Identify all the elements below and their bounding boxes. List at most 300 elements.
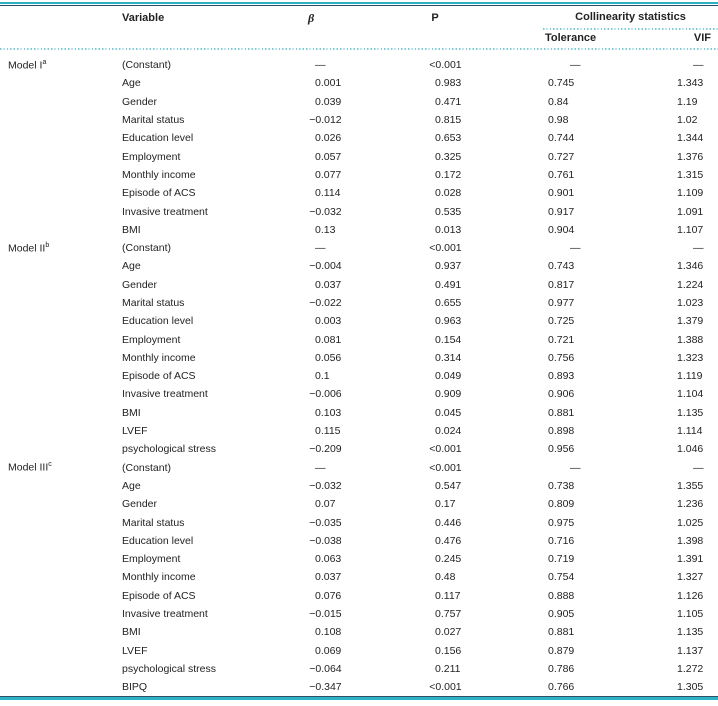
value-cell — [290, 260, 375, 272]
table-row — [0, 221, 718, 239]
value-cell — [495, 681, 630, 693]
value-cell — [495, 663, 630, 675]
variable-cell: Gender — [122, 95, 158, 108]
value-cell — [290, 114, 375, 126]
value-text: 1.398 — [677, 534, 704, 547]
value-text: 0.108 — [315, 626, 342, 639]
value-text: 0.081 — [315, 333, 342, 346]
value-text: 0.027 — [435, 626, 462, 639]
header-row-2 — [0, 30, 718, 46]
variable-cell: Episode of ACS — [122, 187, 196, 200]
value-text: 0.909 — [435, 388, 462, 401]
variable-cell: Education level — [122, 315, 194, 328]
table-row — [0, 166, 718, 184]
value-cell — [290, 681, 375, 693]
value-cell — [290, 590, 375, 602]
value-text: — — [693, 59, 704, 72]
variable-cell: Episode of ACS — [122, 589, 196, 602]
value-cell — [290, 626, 375, 638]
value-text: 1.104 — [677, 388, 704, 401]
value-cell — [495, 370, 630, 382]
table-row — [0, 605, 718, 623]
value-cell — [290, 462, 375, 474]
value-text: 1.025 — [677, 516, 704, 529]
value-text: −0.038 — [309, 534, 342, 547]
model-label — [0, 242, 121, 255]
value-cell — [375, 206, 495, 218]
variable-cell: Gender — [122, 498, 158, 511]
model-label — [0, 461, 121, 474]
value-text: 0.653 — [435, 132, 462, 145]
table-body — [0, 56, 718, 696]
value-text: 0.045 — [435, 406, 462, 419]
value-cell — [630, 626, 718, 638]
col-header-tolerance: Tolerance — [545, 32, 597, 44]
value-cell — [630, 370, 718, 382]
value-text: 0.1 — [315, 370, 330, 383]
table-row — [0, 129, 718, 147]
value-cell — [375, 169, 495, 181]
variable-cell: Monthly income — [122, 168, 196, 181]
value-text: 0.037 — [315, 571, 342, 584]
value-text: 0.898 — [548, 425, 575, 438]
variable-cell: Monthly income — [122, 571, 196, 584]
value-text: 0.07 — [315, 498, 336, 511]
value-cell — [290, 315, 375, 327]
value-text: — — [693, 242, 704, 255]
value-text: 1.346 — [677, 260, 704, 273]
value-cell — [630, 260, 718, 272]
value-text: 0.725 — [548, 315, 575, 328]
col-header-p: P — [431, 12, 439, 24]
value-text: 0.039 — [315, 95, 342, 108]
table-row — [0, 550, 718, 568]
variable-cell: Age — [122, 479, 141, 492]
value-text: 1.107 — [677, 223, 704, 236]
variable-cell: Invasive treatment — [122, 205, 208, 218]
variable-cell: Employment — [122, 553, 181, 566]
variable-cell: BMI — [122, 626, 141, 639]
group-divider-dotted — [543, 28, 718, 30]
value-cell — [375, 151, 495, 163]
value-text: 1.02 — [677, 114, 698, 127]
value-cell — [495, 114, 630, 126]
table-row — [0, 678, 718, 696]
table-row — [0, 184, 718, 202]
value-cell — [375, 352, 495, 364]
value-text: <0.001 — [429, 59, 462, 72]
variable-cell: Employment — [122, 333, 181, 346]
variable-cell: (Constant) — [122, 242, 172, 255]
variable-cell: BMI — [122, 406, 141, 419]
value-text: 0.881 — [548, 626, 575, 639]
value-text: 0.057 — [315, 150, 342, 163]
value-cell — [630, 187, 718, 199]
value-text: 0.48 — [435, 571, 456, 584]
value-text: −0.035 — [309, 516, 342, 529]
value-text: — — [570, 242, 581, 255]
value-text: −0.022 — [309, 297, 342, 309]
table-row — [0, 532, 718, 550]
value-cell — [495, 132, 630, 144]
value-text: 0.114 — [315, 187, 341, 200]
model-label — [0, 59, 121, 72]
value-cell — [290, 187, 375, 199]
value-text: 0.037 — [315, 278, 342, 291]
value-text: 1.105 — [677, 608, 704, 621]
table-row — [0, 257, 718, 275]
col-header-beta: β — [308, 10, 315, 25]
value-text: 0.738 — [548, 479, 575, 492]
value-cell — [495, 334, 630, 346]
value-cell — [375, 77, 495, 89]
value-cell — [495, 517, 630, 529]
value-cell — [630, 334, 718, 346]
value-cell — [495, 187, 630, 199]
value-cell — [375, 535, 495, 547]
table-row — [0, 513, 718, 531]
value-cell — [630, 407, 718, 419]
table-row — [0, 495, 718, 513]
value-text: 1.323 — [677, 351, 704, 364]
table-row — [0, 367, 718, 385]
value-cell — [290, 480, 375, 492]
value-text: 1.091 — [677, 205, 704, 218]
value-text: 0.757 — [435, 608, 462, 621]
value-text: — — [315, 59, 326, 72]
value-cell — [290, 96, 375, 108]
value-cell — [375, 407, 495, 419]
value-text: −0.032 — [309, 205, 342, 218]
variable-cell: Marital status — [122, 114, 185, 127]
value-cell — [290, 553, 375, 565]
value-cell — [495, 535, 630, 547]
value-cell — [375, 517, 495, 529]
table-row — [0, 642, 718, 660]
model-label-superscript: c — [48, 461, 52, 469]
value-cell — [290, 517, 375, 529]
table-row — [0, 202, 718, 220]
value-text: 0.963 — [435, 315, 462, 328]
value-cell — [495, 571, 630, 583]
value-text: 0.756 — [548, 351, 575, 364]
table-row — [0, 623, 718, 641]
value-cell — [495, 608, 630, 620]
value-cell — [375, 462, 495, 474]
value-text: 0.063 — [315, 553, 342, 566]
col-group-collinearity — [543, 6, 718, 30]
value-cell — [495, 407, 630, 419]
value-cell — [375, 279, 495, 291]
table-row — [0, 404, 718, 422]
value-cell — [375, 608, 495, 620]
value-text: 0.446 — [435, 516, 462, 529]
value-text: 1.119 — [677, 370, 703, 383]
value-text: 1.391 — [677, 553, 704, 566]
value-cell — [630, 517, 718, 529]
value-text: 1.224 — [677, 278, 704, 291]
value-text: 0.893 — [548, 370, 575, 383]
value-text: 0.881 — [548, 406, 575, 419]
value-cell — [495, 498, 630, 510]
value-cell — [290, 77, 375, 89]
value-cell — [495, 77, 630, 89]
value-text: 0.655 — [435, 297, 462, 309]
table-row — [0, 93, 718, 111]
value-cell — [375, 260, 495, 272]
value-cell — [290, 151, 375, 163]
value-cell — [495, 443, 630, 455]
value-text: 0.325 — [435, 150, 462, 163]
value-text: −0.015 — [309, 608, 342, 621]
value-text: 0.975 — [548, 516, 575, 529]
value-text: 1.315 — [677, 168, 704, 181]
value-text: 0.077 — [315, 168, 342, 181]
variable-cell: Marital status — [122, 516, 185, 529]
table-row — [0, 660, 718, 678]
table-row — [0, 147, 718, 165]
bottom-rule-teal — [0, 697, 718, 700]
value-text: 0.491 — [435, 278, 462, 291]
value-cell — [495, 425, 630, 437]
value-cell — [630, 388, 718, 400]
value-cell — [630, 132, 718, 144]
value-text: 0.727 — [548, 150, 575, 163]
value-cell — [290, 279, 375, 291]
value-cell — [375, 590, 495, 602]
value-text: 0.977 — [548, 297, 575, 309]
value-cell — [290, 352, 375, 364]
value-cell — [375, 480, 495, 492]
value-cell — [375, 187, 495, 199]
model-label-text: Model III — [8, 461, 49, 474]
variable-cell: BIPQ — [122, 681, 148, 694]
value-text: 0.056 — [315, 351, 342, 364]
value-cell — [630, 206, 718, 218]
value-text: 0.761 — [548, 168, 575, 181]
value-text: 0.314 — [435, 351, 462, 364]
value-text: 1.135 — [677, 406, 704, 419]
value-cell — [375, 297, 495, 309]
value-text: 1.388 — [677, 333, 704, 346]
value-cell — [375, 242, 495, 254]
value-cell — [290, 407, 375, 419]
value-text: −0.006 — [309, 388, 342, 401]
value-cell — [495, 645, 630, 657]
value-cell — [290, 206, 375, 218]
col-header-variable: Variable — [122, 12, 165, 24]
value-text: 0.904 — [548, 223, 575, 236]
value-cell — [630, 315, 718, 327]
value-cell — [630, 114, 718, 126]
value-text: 0.156 — [435, 644, 462, 657]
table-row — [0, 74, 718, 92]
value-cell — [375, 132, 495, 144]
value-text: 1.046 — [677, 443, 704, 456]
value-cell — [290, 297, 375, 309]
table-row — [0, 239, 718, 257]
value-cell — [630, 498, 718, 510]
value-text: — — [693, 461, 704, 474]
model-label-text: Model I — [8, 59, 43, 72]
table-row — [0, 330, 718, 348]
value-cell — [290, 425, 375, 437]
value-text: 1.126 — [677, 589, 704, 602]
table-row — [0, 568, 718, 586]
value-cell — [630, 352, 718, 364]
value-text: 0.906 — [548, 388, 575, 401]
value-cell — [375, 645, 495, 657]
value-text: 0.917 — [548, 205, 575, 218]
value-text: 0.535 — [435, 205, 462, 218]
value-text: 1.344 — [677, 132, 704, 145]
value-text: 0.905 — [548, 608, 575, 621]
value-cell — [630, 553, 718, 565]
value-text: 0.17 — [435, 498, 456, 511]
value-cell — [630, 645, 718, 657]
value-cell — [495, 590, 630, 602]
value-text: 0.115 — [315, 425, 341, 438]
value-cell — [290, 571, 375, 583]
table-row — [0, 294, 718, 312]
value-cell — [630, 297, 718, 309]
value-text: 0.786 — [548, 662, 575, 675]
value-text: 0.028 — [435, 187, 462, 200]
value-text: 0.879 — [548, 644, 575, 657]
value-cell — [375, 96, 495, 108]
value-text: 0.721 — [548, 333, 575, 346]
value-text: 0.049 — [435, 370, 462, 383]
value-text: 0.766 — [548, 681, 575, 694]
value-text: 0.154 — [435, 333, 462, 346]
value-text: 0.745 — [548, 77, 575, 90]
value-text: 0.547 — [435, 479, 462, 492]
variable-cell: Age — [122, 77, 141, 90]
value-text: 0.983 — [435, 77, 462, 90]
value-text: — — [315, 242, 326, 255]
variable-cell: Monthly income — [122, 351, 196, 364]
value-text: 0.84 — [548, 95, 569, 108]
value-text: 0.716 — [548, 534, 575, 547]
value-cell — [495, 206, 630, 218]
table-row — [0, 459, 718, 477]
value-cell — [375, 334, 495, 346]
value-text: — — [570, 461, 581, 474]
value-cell — [290, 498, 375, 510]
value-cell — [630, 462, 718, 474]
value-text: 0.98 — [548, 114, 569, 127]
value-text: 0.719 — [548, 553, 575, 566]
value-text: 0.956 — [548, 443, 575, 456]
value-text: 0.069 — [315, 644, 342, 657]
value-text: 0.003 — [315, 315, 342, 328]
value-cell — [495, 242, 630, 254]
value-cell — [290, 663, 375, 675]
value-cell — [290, 59, 375, 71]
value-text: — — [570, 59, 581, 72]
value-text: 0.754 — [548, 571, 575, 584]
value-text: −0.347 — [309, 681, 342, 694]
value-cell — [495, 388, 630, 400]
value-cell — [630, 224, 718, 236]
value-cell — [290, 169, 375, 181]
value-cell — [495, 352, 630, 364]
value-cell — [375, 59, 495, 71]
value-cell — [495, 151, 630, 163]
col-group-collinearity-label: Collinearity statistics — [575, 11, 686, 23]
table-row — [0, 56, 718, 74]
value-cell — [495, 297, 630, 309]
value-cell — [290, 388, 375, 400]
value-cell — [290, 132, 375, 144]
value-cell — [630, 96, 718, 108]
value-cell — [495, 260, 630, 272]
value-cell — [495, 626, 630, 638]
value-cell — [375, 498, 495, 510]
variable-cell: (Constant) — [122, 59, 172, 72]
header-row-1 — [0, 6, 718, 30]
table-row — [0, 422, 718, 440]
value-cell — [375, 425, 495, 437]
value-cell — [630, 443, 718, 455]
value-text: 1.327 — [677, 571, 704, 584]
value-cell — [630, 535, 718, 547]
value-cell — [375, 224, 495, 236]
value-cell — [630, 571, 718, 583]
value-text: 1.114 — [677, 425, 703, 438]
value-text: 1.137 — [677, 644, 704, 657]
value-cell — [495, 553, 630, 565]
variable-cell: (Constant) — [122, 461, 172, 474]
value-text: −0.209 — [309, 443, 342, 456]
value-cell — [290, 608, 375, 620]
value-text: 1.272 — [677, 662, 704, 675]
value-cell — [375, 663, 495, 675]
model-label-superscript: a — [42, 58, 47, 66]
value-text: 0.026 — [315, 132, 342, 145]
value-cell — [630, 279, 718, 291]
value-cell — [495, 96, 630, 108]
value-cell — [630, 77, 718, 89]
value-text: 0.076 — [315, 589, 342, 602]
value-text: −0.064 — [309, 662, 342, 675]
value-cell — [630, 242, 718, 254]
value-text: 0.245 — [435, 553, 462, 566]
variable-cell: Gender — [122, 278, 158, 291]
variable-cell: Employment — [122, 150, 181, 163]
value-cell — [375, 315, 495, 327]
value-text: 0.024 — [435, 425, 462, 438]
value-text: 0.476 — [435, 534, 462, 547]
value-text: 0.172 — [435, 168, 462, 181]
value-text: 0.001 — [315, 77, 342, 90]
value-cell — [375, 626, 495, 638]
value-text: −0.004 — [309, 260, 342, 273]
variable-cell: LVEF — [122, 644, 148, 657]
value-text: <0.001 — [429, 461, 462, 474]
value-cell — [630, 169, 718, 181]
value-text: 0.743 — [548, 260, 575, 273]
variable-cell: Age — [122, 260, 141, 273]
model-label-text: Model II — [8, 242, 46, 255]
table-row — [0, 276, 718, 294]
value-cell — [290, 645, 375, 657]
value-text: 0.815 — [435, 114, 462, 127]
value-text: 1.19 — [677, 95, 698, 108]
variable-cell: psychological stress — [122, 443, 216, 456]
value-cell — [375, 388, 495, 400]
value-cell — [630, 608, 718, 620]
